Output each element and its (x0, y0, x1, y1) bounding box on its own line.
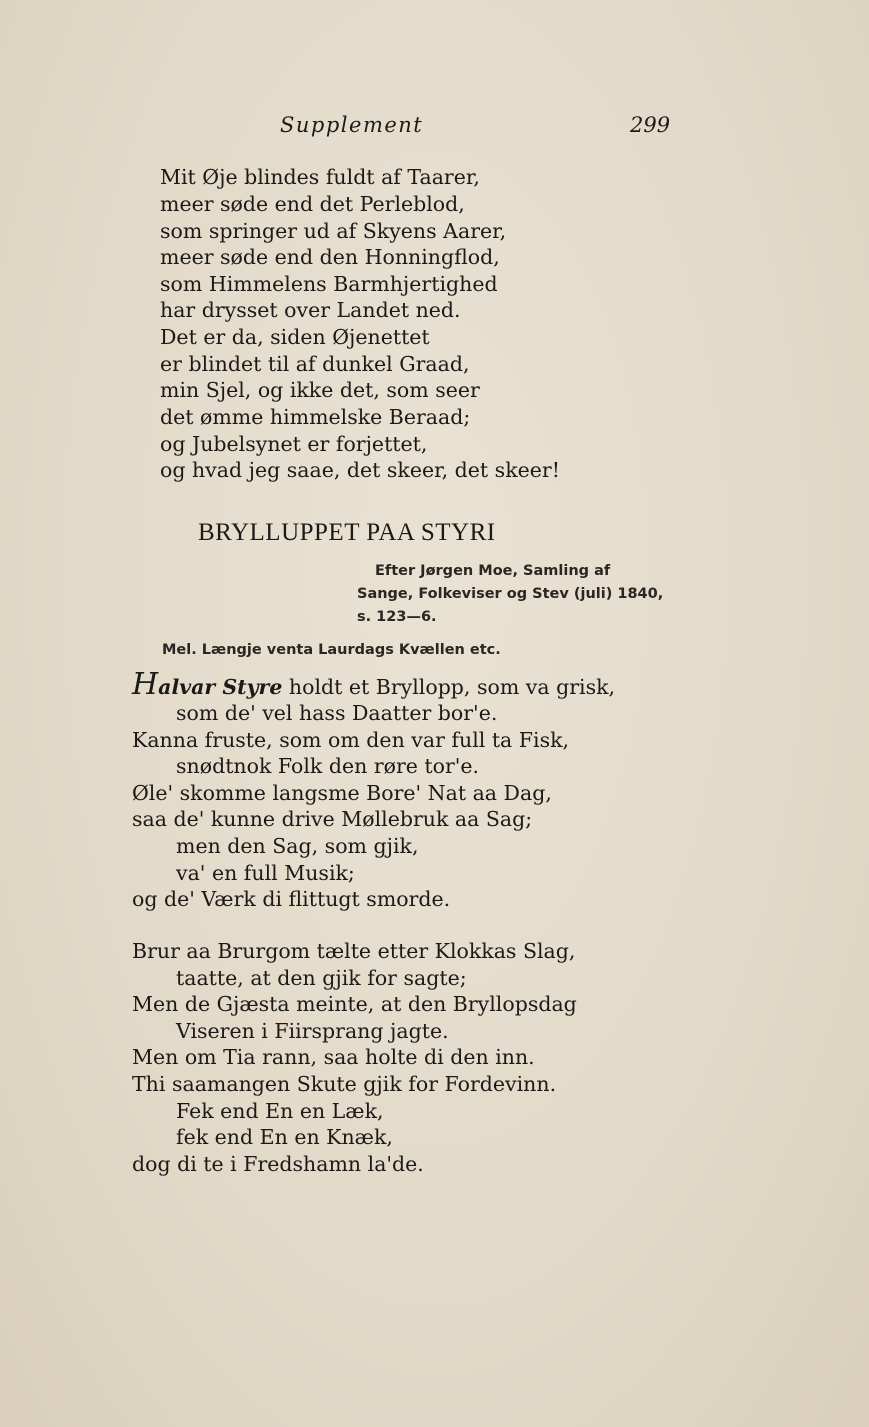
melody-note: Mel. Længje venta Laurdags Kvællen etc. (162, 642, 501, 658)
source-line: Efter Jørgen Moe, Samling af (375, 563, 611, 579)
poem-line: taatte, at den gjik for sagte; (176, 966, 467, 990)
poem-line: Kanna fruste, som om den var full ta Fisk, (132, 728, 570, 752)
drop-cap: H (132, 667, 159, 702)
poem-line: Det er da, siden Øjenettet (160, 325, 430, 349)
page-header (0, 113, 869, 143)
poem-line: fek end En en Knæk, (176, 1125, 393, 1149)
poem-line: Men de Gjæsta meinte, at den Bryllopsdag (132, 992, 577, 1016)
poem-line: Fek end En en Læk, (176, 1099, 384, 1123)
poem-line: meer søde end den Honningflod, (160, 245, 500, 269)
source-line: s. 123—6. (357, 609, 437, 625)
poem-line: og hvad jeg saae, det skeer, det skeer! (160, 458, 560, 482)
poem-line: og Jubelsynet er forjettet, (160, 432, 428, 456)
source-line: Sange, Folkeviser og Stev (juli) 1840, (357, 586, 664, 602)
poem-line: meer søde end det Perleblod, (160, 192, 465, 216)
page-number: 299 (630, 113, 671, 137)
poem-title: BRYLLUPPET PAA STYRI (198, 519, 496, 546)
poem-line: har drysset over Landet ned. (160, 298, 461, 322)
first-line-rest: holdt et Bryllopp, som va grisk, (282, 675, 616, 699)
poem-line: Mit Øje blindes fuldt af Taarer, (160, 165, 480, 189)
poem-line: saa de' kunne drive Møllebruk aa Sag; (132, 807, 533, 831)
poem-line: men den Sag, som gjik, (176, 834, 419, 858)
poem-line: min Sjel, og ikke det, som seer (160, 378, 480, 402)
poem-line: Brur aa Brurgom tælte etter Klokkas Slag, (132, 939, 576, 963)
poem-first-line (132, 667, 616, 702)
poem-line: det ømme himmelske Beraad; (160, 405, 471, 429)
poem-line: Thi saamangen Skute gjik for Fordevinn. (132, 1072, 557, 1096)
poem-line: som de' vel hass Daatter bor'e. (176, 701, 498, 725)
poem-line: som Himmelens Barmhjertighed (160, 272, 498, 296)
poem-line: Øle' skomme langsme Bore' Nat aa Dag, (132, 781, 552, 805)
poem-line: er blindet til af dunkel Graad, (160, 352, 470, 376)
poem-line: va' en full Musik; (176, 861, 355, 885)
first-line-name: alvar Styre (158, 675, 283, 699)
poem-line: og de' Værk di flittugt smorde. (132, 887, 451, 911)
poem-line: snødtnok Folk den røre tor'e. (176, 754, 480, 778)
poem-line: Viseren i Fiirsprang jagte. (176, 1019, 449, 1043)
poem-line: Men om Tia rann, saa holte di den inn. (132, 1045, 535, 1069)
running-head: Supplement (280, 113, 424, 137)
poem-line: dog di te i Fredshamn la'de. (132, 1152, 424, 1176)
poem-line: som springer ud af Skyens Aarer, (160, 219, 507, 243)
